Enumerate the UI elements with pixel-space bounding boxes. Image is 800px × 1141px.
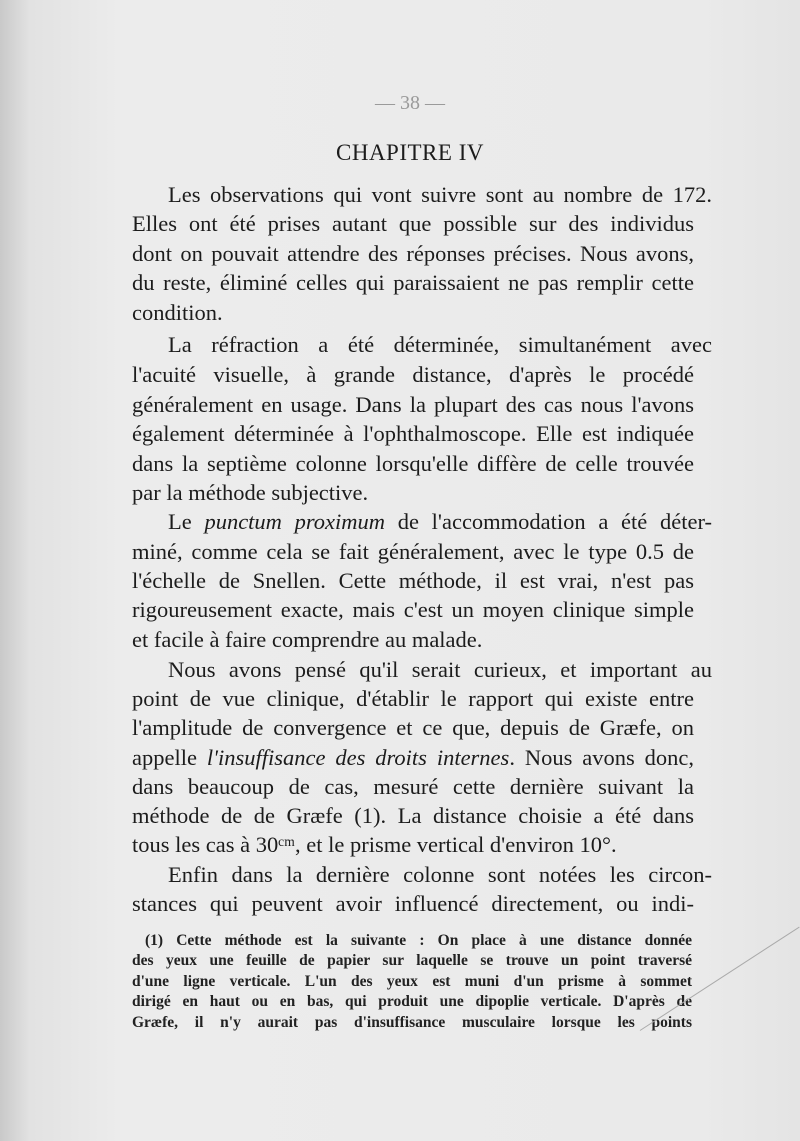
text-line — [132, 744, 694, 772]
italic-term: l'insuffisance des droits internes — [206, 745, 510, 770]
text-line: condition. — [132, 300, 223, 325]
text-line: du reste, éliminé celles qui paraissaient ne pas remplir cette — [132, 270, 694, 295]
text-line: La réfraction a été déterminée, simultanément avec — [168, 332, 712, 357]
text-line: miné, comme cela se fait généralement, avec le type 0.5 de — [132, 539, 694, 564]
text-line: Elles ont été prises autant que possible sur des individus — [132, 211, 694, 236]
text-line: stances qui peuvent avoir influencé directement, ou indi- — [132, 891, 694, 916]
text-line: l'amplitude de convergence et ce que, depuis de Græfe, on — [132, 715, 694, 740]
text-line: généralement en usage. Dans la plupart des cas nous l'avons — [132, 392, 694, 417]
text-line: rigoureusement exacte, mais c'est un moyen clinique simple — [132, 597, 694, 622]
text-line: Enfin dans la dernière colonne sont notées les circon- — [168, 862, 712, 887]
text-line: dans la septième colonne lorsqu'elle diffère de celle trouvée — [132, 451, 694, 476]
text-line: par la méthode subjective. — [132, 480, 369, 505]
text-line: dont on pouvait attendre des réponses précises. Nous avons, — [132, 241, 694, 266]
text-span: . Nous avons donc, — [509, 745, 695, 770]
text-line: également déterminée à l'ophthalmoscope. Elle est indiquée — [132, 421, 694, 446]
footnote-line: dirigé en haut ou en bas, qui produit une dipoplie verticale. D'après de — [132, 993, 692, 1010]
text-line: point de vue clinique, d'établir le rapport qui existe entre — [132, 686, 694, 711]
footnote-line: des yeux une feuille de papier sur laquelle se trouve un point traversé — [132, 952, 692, 969]
text-line: tous les cas à 30ᶜᵐ, et le prisme vertical d'environ 10°. — [132, 832, 617, 857]
text-line — [150, 508, 712, 536]
text-span: Le — [168, 509, 205, 534]
text-line: dans beaucoup de cas, mesuré cette dernière suivant la — [132, 774, 694, 799]
text-line: l'échelle de Snellen. Cette méthode, il est vrai, n'est pas — [132, 568, 694, 593]
text-line: méthode de de Græfe (1). La distance choisie a été dans — [132, 803, 694, 828]
italic-term: punctum proximum — [204, 509, 386, 534]
text-line: Les observations qui vont suivre sont au nombre de 172. — [168, 182, 712, 207]
footnote-line: d'une ligne verticale. L'un des yeux est muni d'un prisme à sommet — [132, 973, 692, 990]
footnote-line: (1) Cette méthode est la suivante : On place à une distance donnée — [145, 932, 692, 949]
page-number: — 38 — — [375, 92, 445, 114]
text-line: et facile à faire comprendre au malade. — [132, 627, 483, 652]
footnote-line: Græfe, il n'y aurait pas d'insuffisance musculaire lorsque les points — [132, 1014, 692, 1031]
text-line: Nous avons pensé qu'il serait curieux, et important au — [168, 657, 712, 682]
text-span: appelle — [132, 745, 207, 770]
text-line: l'acuité visuelle, à grande distance, d'après le procédé — [132, 362, 694, 387]
text-span: de l'accommodation a été déter- — [385, 509, 712, 534]
chapter-title: CHAPITRE IV — [336, 140, 484, 165]
